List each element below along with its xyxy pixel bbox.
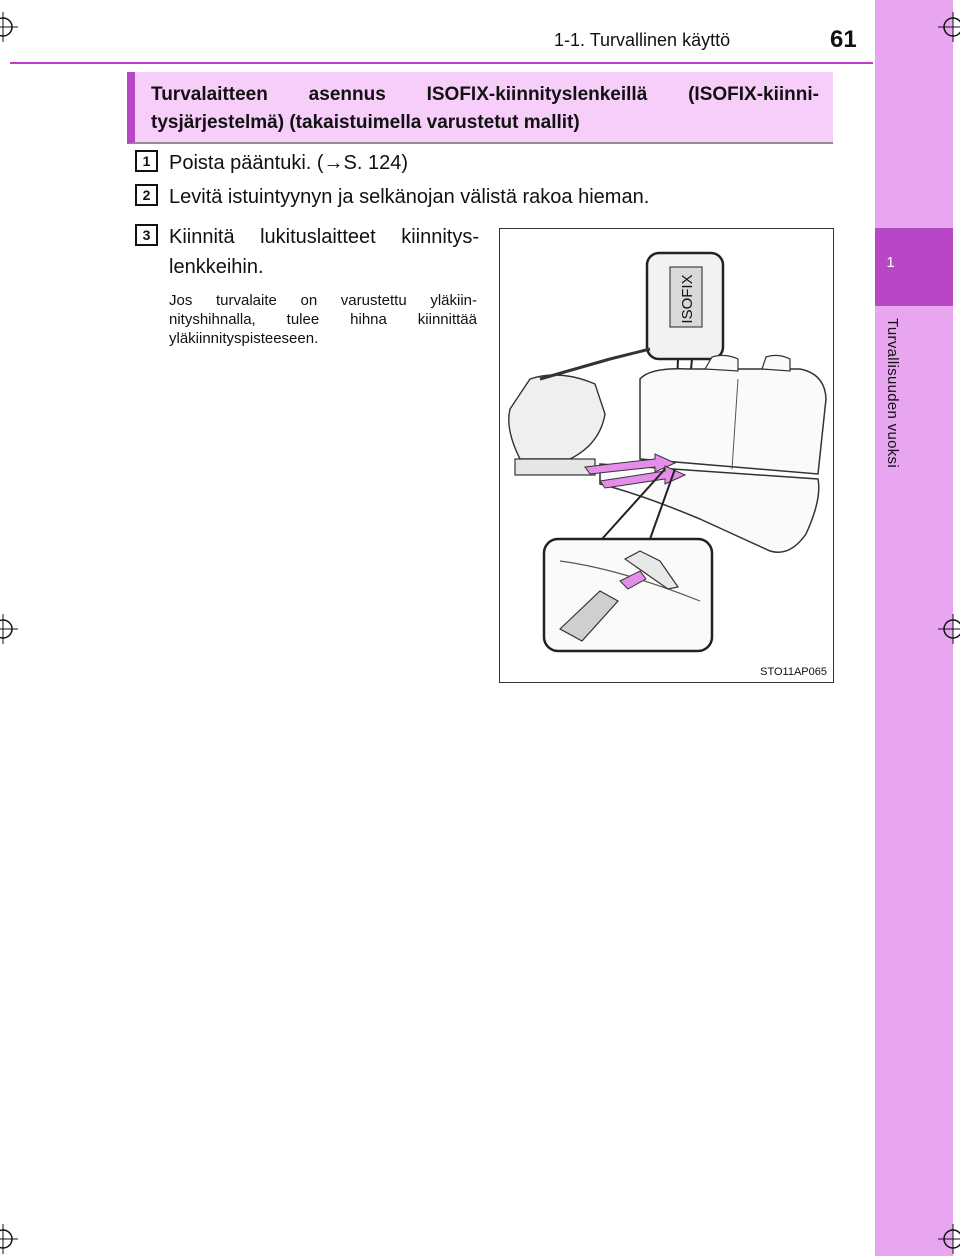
rear-seat-drawing [500, 229, 835, 684]
page-header [0, 0, 875, 60]
isofix-illustration [499, 228, 834, 683]
chapter-label: Turvallisuuden vuoksi [884, 318, 901, 468]
step-3-number: 3 [135, 224, 158, 246]
page-number: 61 [830, 26, 857, 53]
step-1-number: 1 [135, 150, 158, 172]
registration-mark-icon [0, 1224, 18, 1254]
registration-mark-icon [938, 12, 960, 42]
registration-mark-icon [0, 614, 18, 644]
section-title: Turvalaitteen asennus ISOFIX-kiinnityslenkeillä (ISOFIX-kiinni-tysjärjestelmä) (takaistuimella varustetut mallit) [151, 84, 819, 133]
child-seat [509, 375, 605, 459]
registration-mark-icon [938, 1224, 960, 1254]
step-1-text: Poista pääntuki. (→S. 124) [169, 152, 409, 174]
isofix-tag-label: ISOFIX [679, 274, 696, 324]
step-3-note: Jos turvalaite on varustettu yläkiin-nityshihnalla, tulee hihna kiinnittää yläkiinnityspisteeseen. [169, 292, 477, 347]
registration-mark-icon [0, 12, 18, 42]
figure-code: STO11AP065 [760, 666, 827, 678]
header-rule [10, 62, 873, 64]
step-3-text: Kiinnitä lukituslaitteet kiinnitys-lenkkeihin. [169, 226, 479, 278]
registration-mark-icon [938, 614, 960, 644]
header-section-title: 1-1. Turvallinen käyttö [554, 30, 731, 50]
section-title-box [127, 72, 833, 144]
chapter-number: 1 [886, 254, 895, 271]
top-tether [540, 349, 650, 379]
headrest-right [762, 355, 790, 371]
step-2-text: Levitä istuintyynyn ja selkänojan välistä rakoa hieman. [169, 186, 650, 208]
step-2-number: 2 [135, 184, 158, 206]
